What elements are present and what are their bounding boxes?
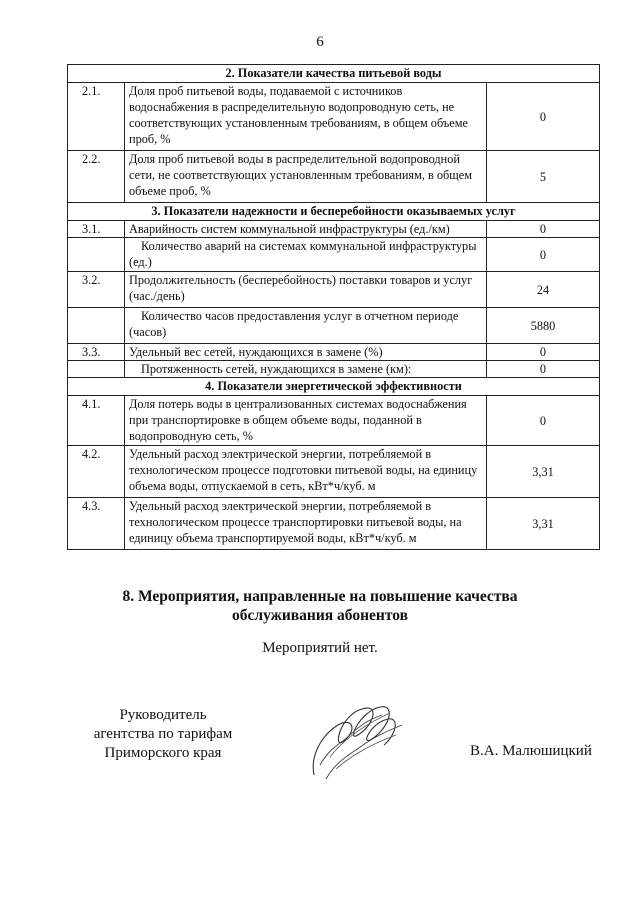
table-row bbox=[68, 238, 600, 272]
row-description: Удельный вес сетей, нуждающихся в замене (%) bbox=[125, 344, 487, 361]
row-number: 3.2. bbox=[68, 272, 125, 308]
section-title: 4. Показатели энергетической эффективности bbox=[68, 378, 600, 396]
section-header-row bbox=[68, 203, 600, 221]
signatory-title-line: Приморского края bbox=[104, 745, 222, 761]
table-row bbox=[68, 446, 600, 498]
row-description: Продолжительность (бесперебойность) поставки товаров и услуг (час./день) bbox=[125, 272, 487, 308]
table-row bbox=[68, 221, 600, 238]
row-number: 4.2. bbox=[68, 446, 125, 498]
row-value: 0 bbox=[487, 344, 600, 361]
row-value: 0 bbox=[487, 396, 600, 446]
no-measures-text: Мероприятий нет. bbox=[262, 640, 378, 656]
row-description: Протяженность сетей, нуждающихся в замене (км): bbox=[125, 361, 487, 378]
section-8-heading-line: 8. Мероприятия, направленные на повышение качества bbox=[122, 588, 518, 605]
table-row bbox=[68, 498, 600, 550]
row-value: 0 bbox=[487, 238, 600, 272]
row-value: 5 bbox=[487, 151, 600, 203]
row-value: 0 bbox=[487, 361, 600, 378]
row-description: Удельный расход электрической энергии, потребляемой в технологическом процессе подготовки питьевой воды, на единицу объема воды, отпускаемой в сеть, кВт*ч/куб. м bbox=[125, 446, 487, 498]
row-value: 0 bbox=[487, 221, 600, 238]
row-value: 5880 bbox=[487, 308, 600, 344]
row-number bbox=[68, 238, 125, 272]
row-description: Количество часов предоставления услуг в отчетном периоде (часов) bbox=[125, 308, 487, 344]
row-value: 3,31 bbox=[487, 498, 600, 550]
section-title: 2. Показатели качества питьевой воды bbox=[68, 65, 600, 83]
row-value: 3,31 bbox=[487, 446, 600, 498]
table-row bbox=[68, 272, 600, 308]
handwritten-signature bbox=[300, 695, 410, 785]
row-number: 2.1. bbox=[68, 83, 125, 151]
row-number bbox=[68, 361, 125, 378]
row-description: Количество аварий на системах коммунальной инфраструктуры (ед.) bbox=[125, 238, 487, 272]
section-8-heading bbox=[0, 587, 640, 625]
row-description: Доля проб питьевой воды в распределительной водопроводной сети, не соответствующих установленным требованиям, в общем объеме проб, % bbox=[125, 151, 487, 203]
row-number: 2.2. bbox=[68, 151, 125, 203]
row-number: 4.1. bbox=[68, 396, 125, 446]
page-number: 6 bbox=[316, 34, 324, 50]
row-description: Доля потерь воды в централизованных системах водоснабжения при транспортировке в общем объеме воды, поданной в водопроводную сеть, % bbox=[125, 396, 487, 446]
section-8-heading-line: обслуживания абонентов bbox=[232, 607, 408, 624]
indicators-table bbox=[67, 64, 600, 550]
section-header-row bbox=[68, 65, 600, 83]
row-description: Аварийность систем коммунальной инфраструктуры (ед./км) bbox=[125, 221, 487, 238]
row-number: 3.3. bbox=[68, 344, 125, 361]
table-row bbox=[68, 361, 600, 378]
row-number: 4.3. bbox=[68, 498, 125, 550]
table-row bbox=[68, 83, 600, 151]
row-description: Доля проб питьевой воды, подаваемой с источников водоснабжения в распределительную водопроводную сеть, не соответствующих установленным требованиям, в общем объеме проб, % bbox=[125, 83, 487, 151]
table-row bbox=[68, 344, 600, 361]
signatory-title-line: агентства по тарифам bbox=[93, 726, 233, 742]
section-title: 3. Показатели надежности и бесперебойности оказываемых услуг bbox=[68, 203, 600, 221]
table-row bbox=[68, 151, 600, 203]
table-row bbox=[68, 396, 600, 446]
signatory-title-line: Руководитель bbox=[119, 707, 207, 723]
row-number bbox=[68, 308, 125, 344]
section-header-row bbox=[68, 378, 600, 396]
table-row bbox=[68, 308, 600, 344]
row-description: Удельный расход электрической энергии, потребляемой в технологическом процессе транспортировки питьевой воды, на единицу объема транспортируемой воды, кВт*ч/куб. м bbox=[125, 498, 487, 550]
signatory-name: В.А. Малюшицкий bbox=[470, 743, 592, 759]
row-number: 3.1. bbox=[68, 221, 125, 238]
row-value: 24 bbox=[487, 272, 600, 308]
signatory-title bbox=[78, 706, 248, 763]
row-value: 0 bbox=[487, 83, 600, 151]
